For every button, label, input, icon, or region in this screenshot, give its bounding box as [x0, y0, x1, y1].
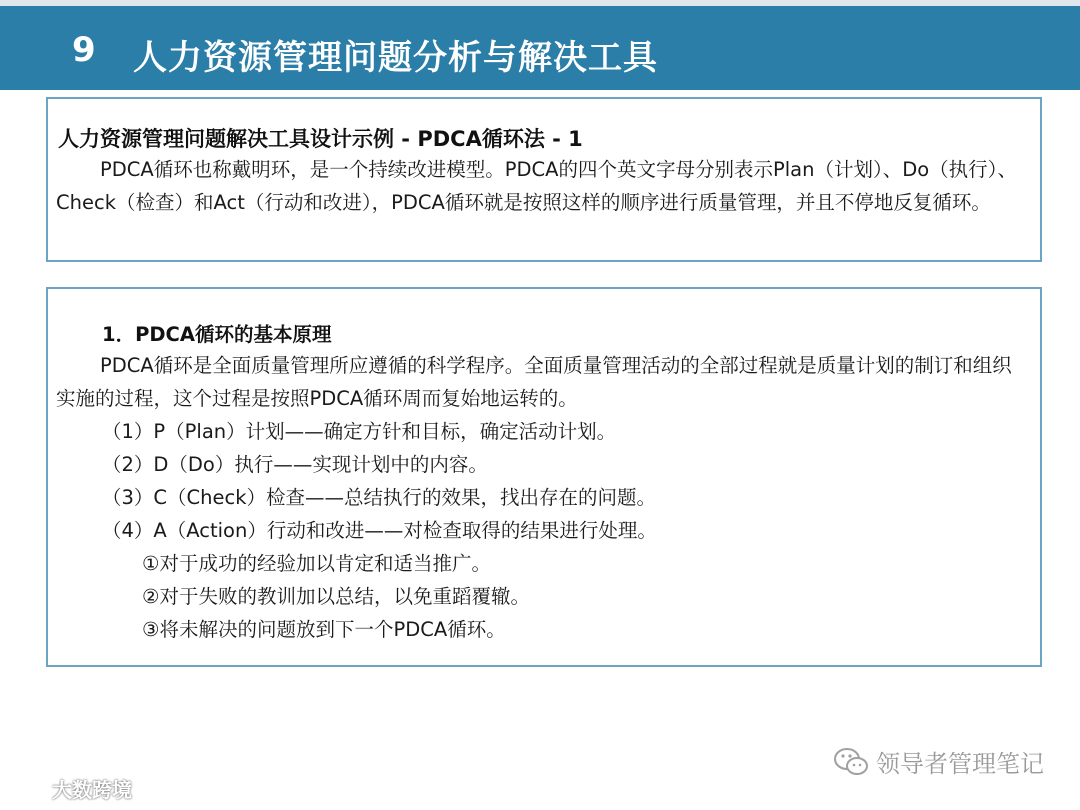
intro-title: 人力资源管理问题解决工具设计示例 - PDCA循环法 - 1	[58, 127, 583, 151]
sub-step-3: ③将未解决的问题放到下一个PDCA循环。	[142, 618, 506, 641]
principles-box	[46, 287, 1042, 667]
section-number: 9	[72, 30, 96, 70]
step-action: （4）A（Action）行动和改进——对检查取得的结果进行处理。	[102, 519, 657, 542]
intro-paragraph: PDCA循环也称戴明环，是一个持续改进模型。PDCA的四个英文字母分别表示Plan（计划）、Do（执行）、Check（检查）和Act（行动和改进），PDCA循环就是按照这样的顺序进行质量管理，并且不停地反复循环。	[56, 158, 1017, 214]
corner-logo-text: 大数跨境	[52, 778, 132, 802]
intro-box	[46, 97, 1042, 262]
corner-logo	[8, 774, 132, 803]
principles-paragraph: PDCA循环是全面质量管理所应遵循的科学程序。全面质量管理活动的全部过程就是质量计划的制订和组织实施的过程，这个过程是按照PDCA循环周而复始地运转的。	[56, 354, 1012, 410]
step-plan: （1）P（Plan）计划——确定方针和目标，确定活动计划。	[102, 420, 617, 443]
step-do: （2）D（Do）执行——实现计划中的内容。	[102, 453, 488, 476]
watermark	[832, 744, 1044, 779]
watermark-text: 领导者管理笔记	[876, 750, 1044, 778]
wechat-icon	[832, 745, 870, 779]
header-bar	[0, 6, 1080, 90]
sub-step-1: ①对于成功的经验加以肯定和适当推广。	[142, 552, 491, 575]
principles-title: 1．PDCA循环的基本原理	[102, 323, 332, 346]
page-title: 人力资源管理问题分析与解决工具	[133, 38, 658, 78]
brand-logo-icon	[8, 776, 48, 802]
sub-steps-list	[142, 547, 530, 646]
steps-list	[102, 415, 657, 547]
sub-step-2: ②对于失败的教训加以总结，以免重蹈覆辙。	[142, 585, 530, 608]
step-check: （3）C（Check）检查——总结执行的效果，找出存在的问题。	[102, 486, 657, 509]
